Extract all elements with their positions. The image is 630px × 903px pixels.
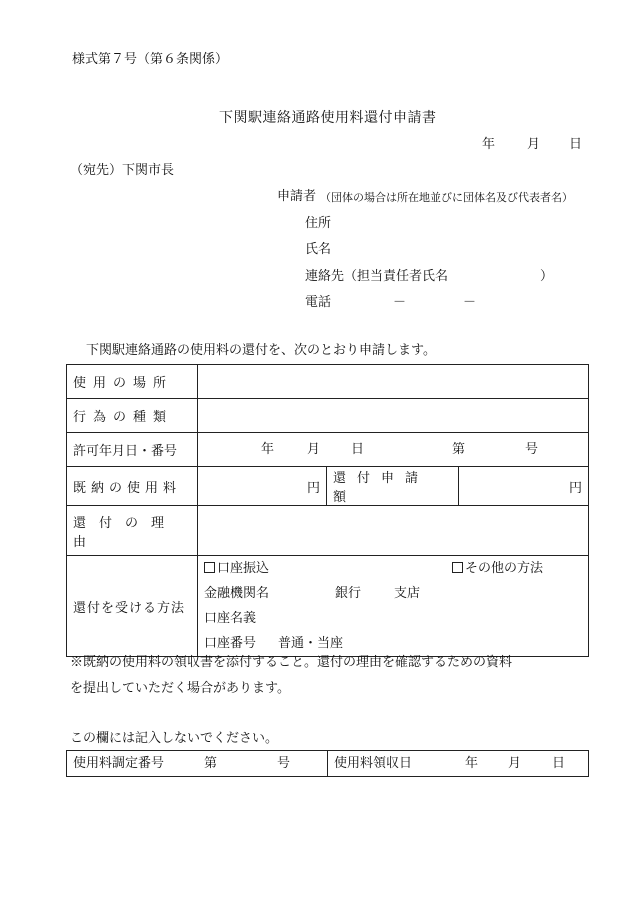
other-method-label: その他の方法	[465, 561, 544, 576]
notice-line-2: を提出していただく場合があります。	[70, 681, 290, 696]
date-month: 月	[527, 137, 541, 152]
fee-number-suffix: 号	[277, 756, 291, 771]
permit-no-suffix: 号	[525, 442, 539, 457]
use-place-field[interactable]	[198, 365, 589, 399]
phone-dash-2: －	[463, 295, 477, 310]
refund-amount-yen: 円	[569, 480, 583, 496]
address-label: 住所	[305, 216, 332, 231]
page-title: 下関駅連絡通路使用料還付申請書	[219, 110, 437, 126]
use-place-label: 使用の場所	[67, 365, 198, 399]
date-day: 日	[569, 137, 583, 152]
refund-amount-label: 還付申請額	[327, 467, 459, 506]
contact-close: ）	[540, 269, 554, 284]
intro-text: 下関駅連絡通路の使用料の還付を、次のとおり申請します。	[86, 343, 436, 358]
receipt-date-label: 使用料領収日	[334, 756, 413, 771]
receipt-day: 日	[552, 756, 566, 771]
notice-line-1: ※既納の使用料の領収書を添付すること。還付の理由を確認するための資料	[70, 655, 513, 670]
form-number: 様式第７号（第６条関係）	[72, 52, 229, 67]
receipt-year: 年	[465, 756, 479, 771]
fee-number-prefix: 第	[204, 756, 218, 771]
bank-transfer-label: 口座振込	[217, 561, 270, 576]
paid-fee-field[interactable]	[198, 467, 327, 506]
receipt-month: 月	[508, 756, 522, 771]
name-label: 氏名	[305, 242, 332, 257]
addressee: （宛先）下関市長	[70, 163, 175, 178]
bank-transfer-option[interactable]	[204, 562, 269, 575]
phone-label: 電話	[305, 295, 332, 310]
refund-reason-field[interactable]	[198, 506, 589, 556]
table-row	[67, 399, 589, 433]
table-row	[67, 467, 589, 506]
receipt-date-cell	[328, 751, 589, 777]
account-number-label: 口座番号	[204, 636, 257, 651]
checkbox-icon[interactable]	[452, 562, 463, 573]
permit-month: 月	[307, 442, 321, 457]
paid-fee-yen: 円	[306, 480, 320, 496]
refund-reason-label: 還付の理由	[67, 506, 198, 556]
bank-suffix: 銀行	[335, 586, 362, 601]
office-note: この欄には記入しないでください。	[70, 731, 279, 746]
refund-amount-field[interactable]	[459, 467, 589, 506]
method-label: 還付を受ける方法	[67, 556, 198, 657]
fee-number-cell	[67, 751, 328, 777]
permit-day: 日	[351, 442, 365, 457]
account-holder-label: 口座名義	[204, 611, 257, 626]
permit-no-prefix: 第	[452, 442, 466, 457]
paid-fee-label: 既納の使用料	[67, 467, 198, 506]
applicant-label: 申請者	[277, 189, 317, 204]
account-type: 普通・当座	[278, 636, 344, 651]
table-row	[67, 506, 589, 556]
contact-label: 連絡先（担当責任者氏名	[305, 269, 449, 284]
permit-date-label: 許可年月日・番号	[67, 433, 198, 467]
table-row	[67, 365, 589, 399]
table-row	[67, 556, 589, 657]
applicant-note: （団体の場合は所在地並びに団体名及び代表者名）	[320, 191, 573, 204]
permit-year: 年	[261, 442, 275, 457]
checkbox-icon[interactable]	[204, 562, 215, 573]
act-type-label: 行為の種類	[67, 399, 198, 433]
act-type-field[interactable]	[198, 399, 589, 433]
method-field	[198, 556, 589, 657]
branch-suffix: 支店	[394, 586, 421, 601]
date-year: 年	[482, 137, 496, 152]
table-row	[67, 751, 589, 777]
permit-date-field[interactable]	[198, 433, 589, 467]
bank-name-label: 金融機関名	[204, 586, 270, 601]
office-use-table	[66, 750, 589, 777]
other-method-option[interactable]	[452, 562, 543, 575]
fee-number-label: 使用料調定番号	[73, 756, 165, 771]
table-row	[67, 433, 589, 467]
phone-dash-1: －	[393, 295, 407, 310]
application-table	[66, 364, 589, 657]
